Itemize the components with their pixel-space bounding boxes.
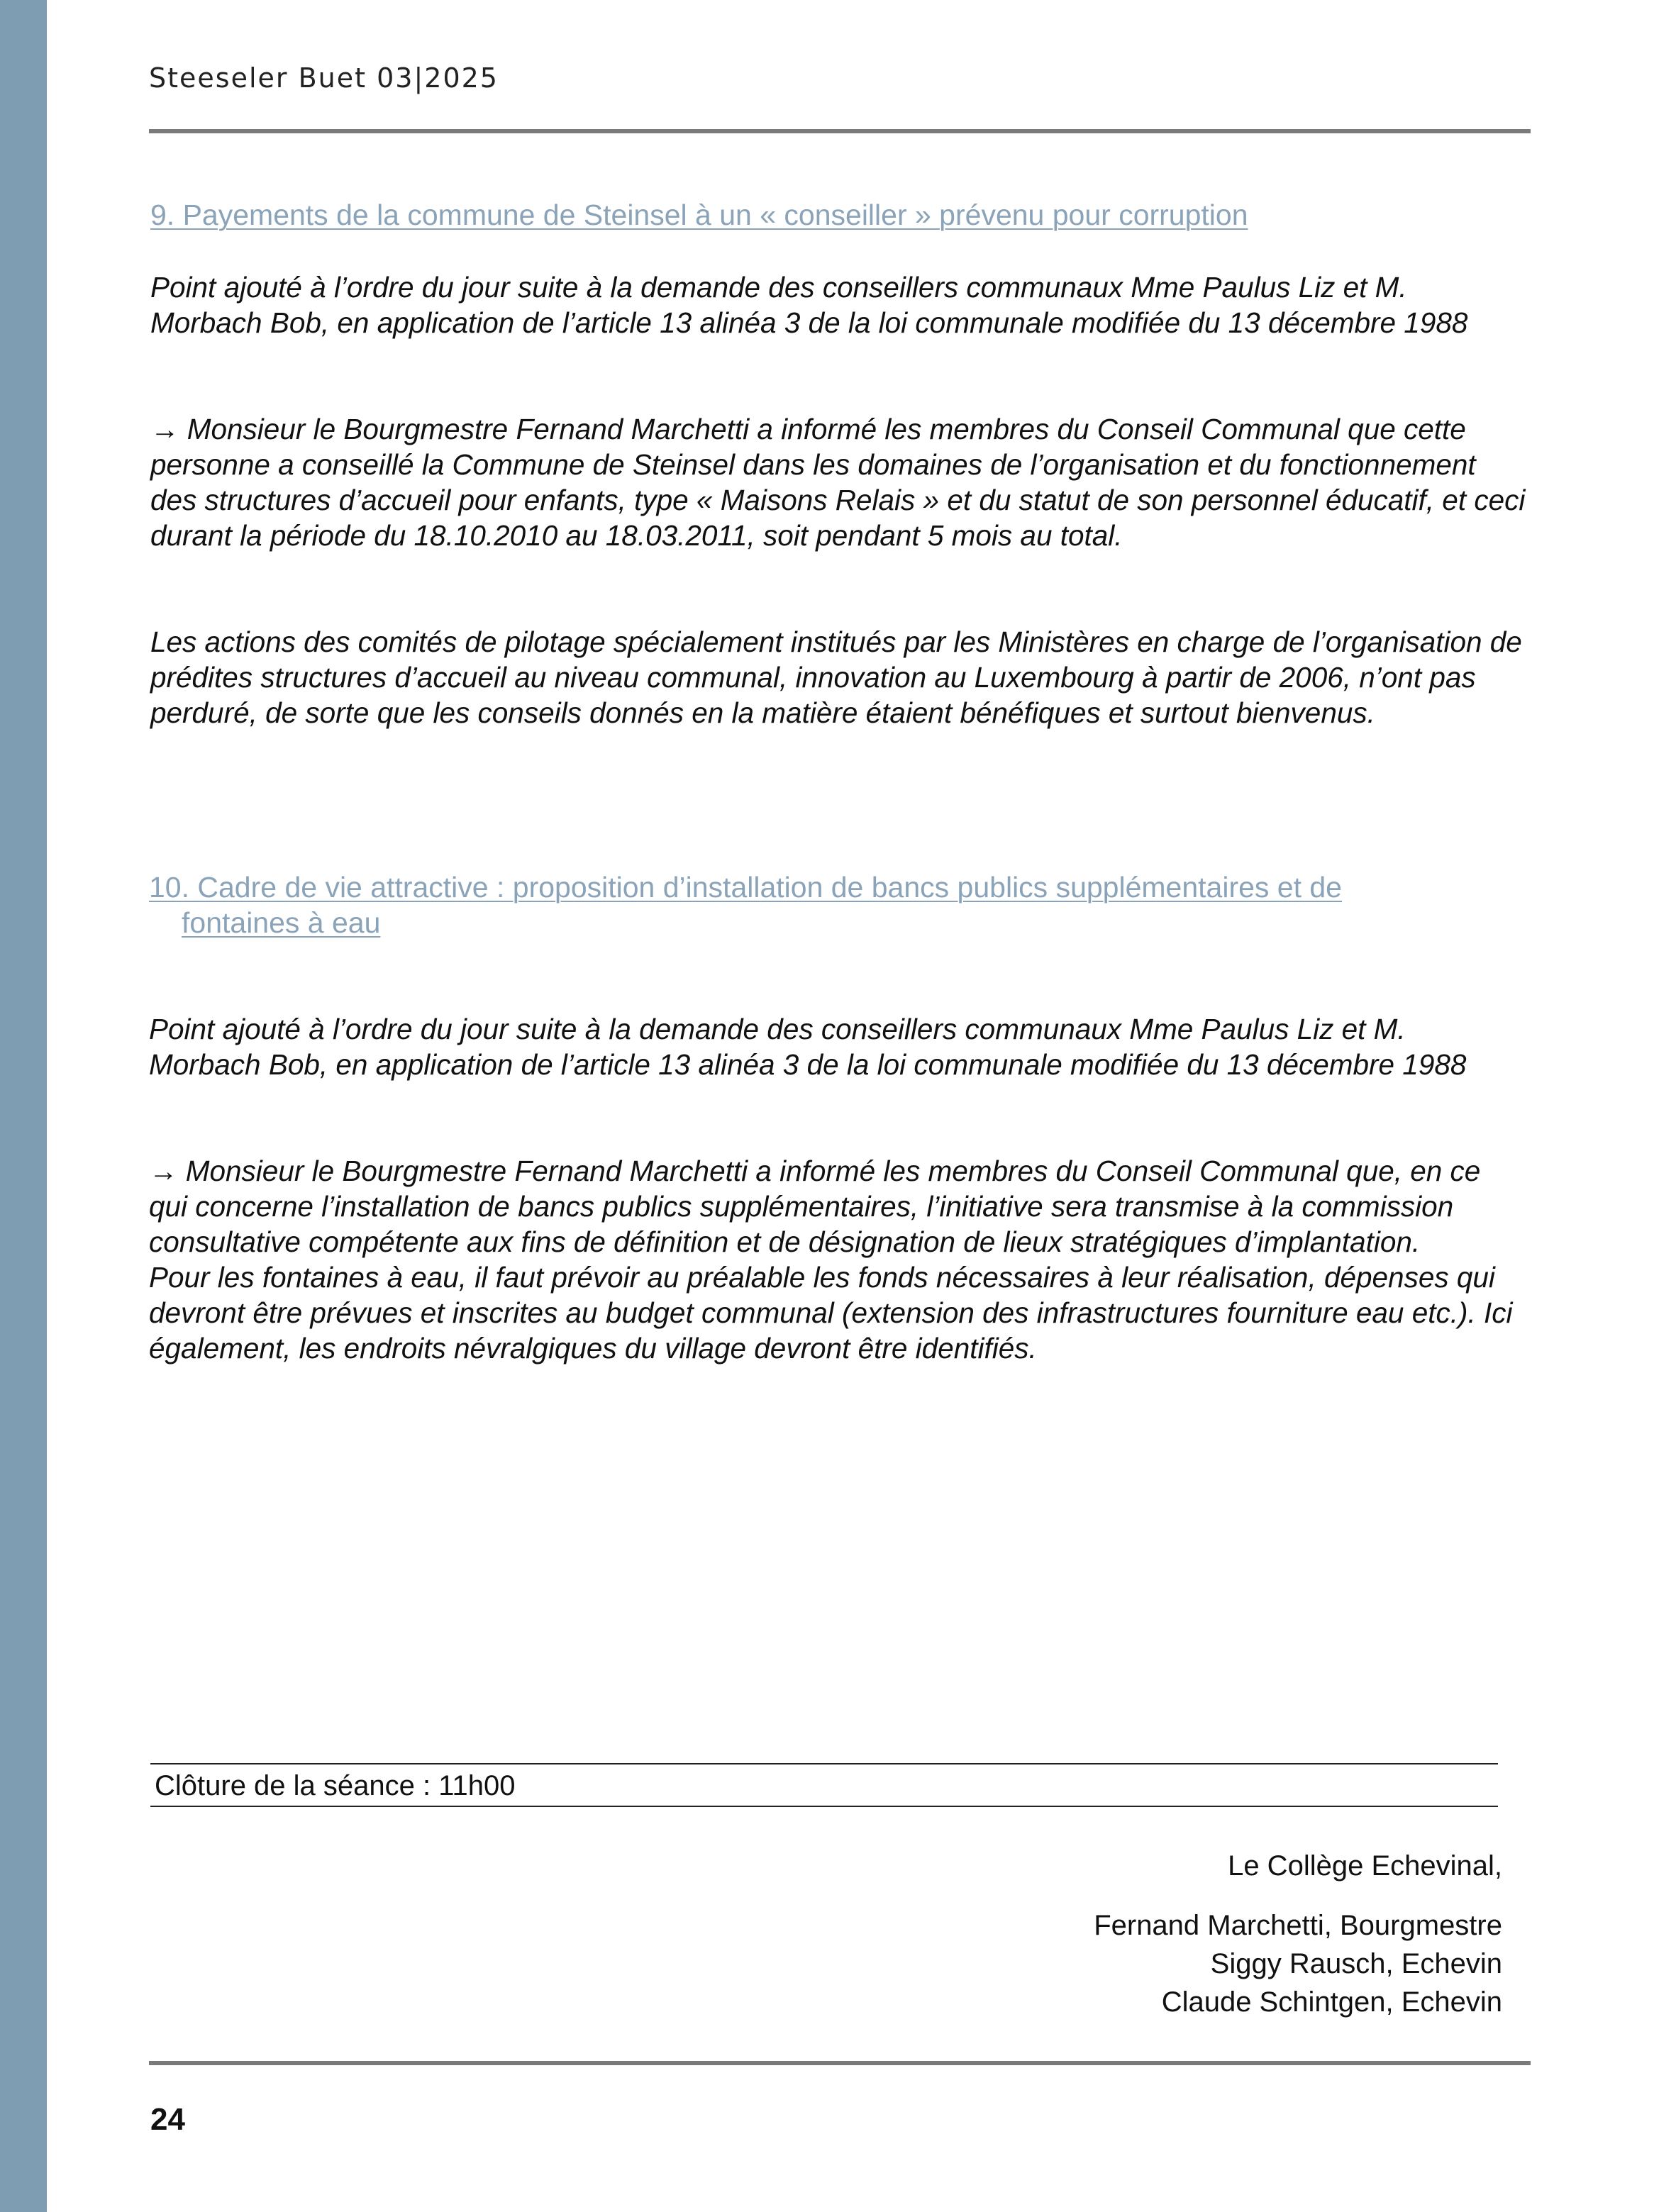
section-9-heading[interactable]: 9. Payements de la commune de Steinsel à un « conseiller » prévenu pour corruption — [150, 199, 1248, 231]
section-9-intro: Point ajouté à l’ordre du jour suite à la demande des conseillers communaux Mme Paulus Liz et M. Morbach Bob, en application de l’article 13 alinéa 3 de la loi communale modifiée du 13 décembre 1988 — [150, 271, 1468, 339]
side-bar — [0, 0, 47, 2212]
section-9-response-text: Monsieur le Bourgmestre Fernand Marchetti a informé les membres du Conseil Communal que cette personne a conseillé la Commune de Steinsel dans les domaines de l’organisation et du fonctionnement des structures d’accueil pour enfants, type « Maisons Relais » et du statut de son personnel éducatif, et ceci durant la période du 18.10.2010 au 18.03.2011, soit pendant 5 mois au total. — [150, 413, 1526, 552]
arrow-icon: → — [150, 413, 179, 445]
section-9-intro-block — [150, 269, 1526, 340]
section-10-intro: Point ajouté à l’ordre du jour suite à la demande des conseillers communaux Mme Paulus Liz et M. Morbach Bob, en application de l’article 13 alinéa 3 de la loi communale modifiée du 13 décembre 1988 — [149, 1013, 1467, 1081]
arrow-icon: → — [149, 1155, 178, 1187]
header-divider — [149, 129, 1531, 133]
section-10 — [149, 869, 1525, 940]
closing-box — [150, 1763, 1498, 1807]
section-9-conclusion: Les actions des comités de pilotage spécialement institués par les Ministères en charge de l’organisation de prédites structures d’accueil au niveau communal, innovation au Luxembourg à partir de 2006, n’ont pas perduré, de sorte que les conseils donnés en la matière étaient bénéfiques et surtout bienvenus. — [150, 626, 1522, 729]
section-9-conclusion-block — [150, 624, 1526, 730]
section-10-response — [149, 1153, 1525, 1260]
closing-text: Clôture de la séance : 11h00 — [155, 1770, 516, 1801]
section-10-fountains: Pour les fontaines à eau, il faut prévoir au préalable les fonds nécessaires à leur réalisation, dépenses qui devront être prévues et inscrites au budget communal (extension des infrastructures fourniture eau etc.). Ici également, les endroits névralgiques du village devront être identifiés. — [149, 1261, 1513, 1365]
signature-body: Le Collège Echevinal, — [1228, 1850, 1502, 1882]
publication-title: Steeseler Buet 03|2025 — [149, 62, 499, 94]
section-10-heading[interactable] — [149, 869, 1525, 940]
signatory-alderman-2: Claude Schintgen, Echevin — [1161, 1986, 1502, 2018]
section-10-intro-block — [149, 1011, 1525, 1082]
section-10-response-block — [149, 1153, 1525, 1366]
section-9-response — [150, 411, 1526, 553]
signatory-mayor: Fernand Marchetti, Bourgmestre — [1094, 1910, 1502, 1941]
page-number: 24 — [150, 2102, 185, 2137]
signatory-alderman-1: Siggy Rausch, Echevin — [1210, 1948, 1502, 1979]
footer-divider — [149, 2061, 1531, 2065]
section-9 — [150, 197, 1526, 233]
section-10-heading-line1: 10. Cadre de vie attractive : proposition d’installation de bancs publics supplémentaires et de — [149, 871, 1342, 904]
section-9-response-block — [150, 411, 1526, 553]
section-10-heading-line2: fontaines à eau — [182, 906, 381, 939]
signatory-list — [1094, 1906, 1502, 2021]
section-10-response-text: Monsieur le Bourgmestre Fernand Marchetti a informé les membres du Conseil Communal que, en ce qui concerne l’installation de bancs publics supplémentaires, l’initiative sera transmise à la commission consultative compétente aux fins de définition et de désignation de lieux stratégiques d’implantation. — [149, 1155, 1481, 1258]
